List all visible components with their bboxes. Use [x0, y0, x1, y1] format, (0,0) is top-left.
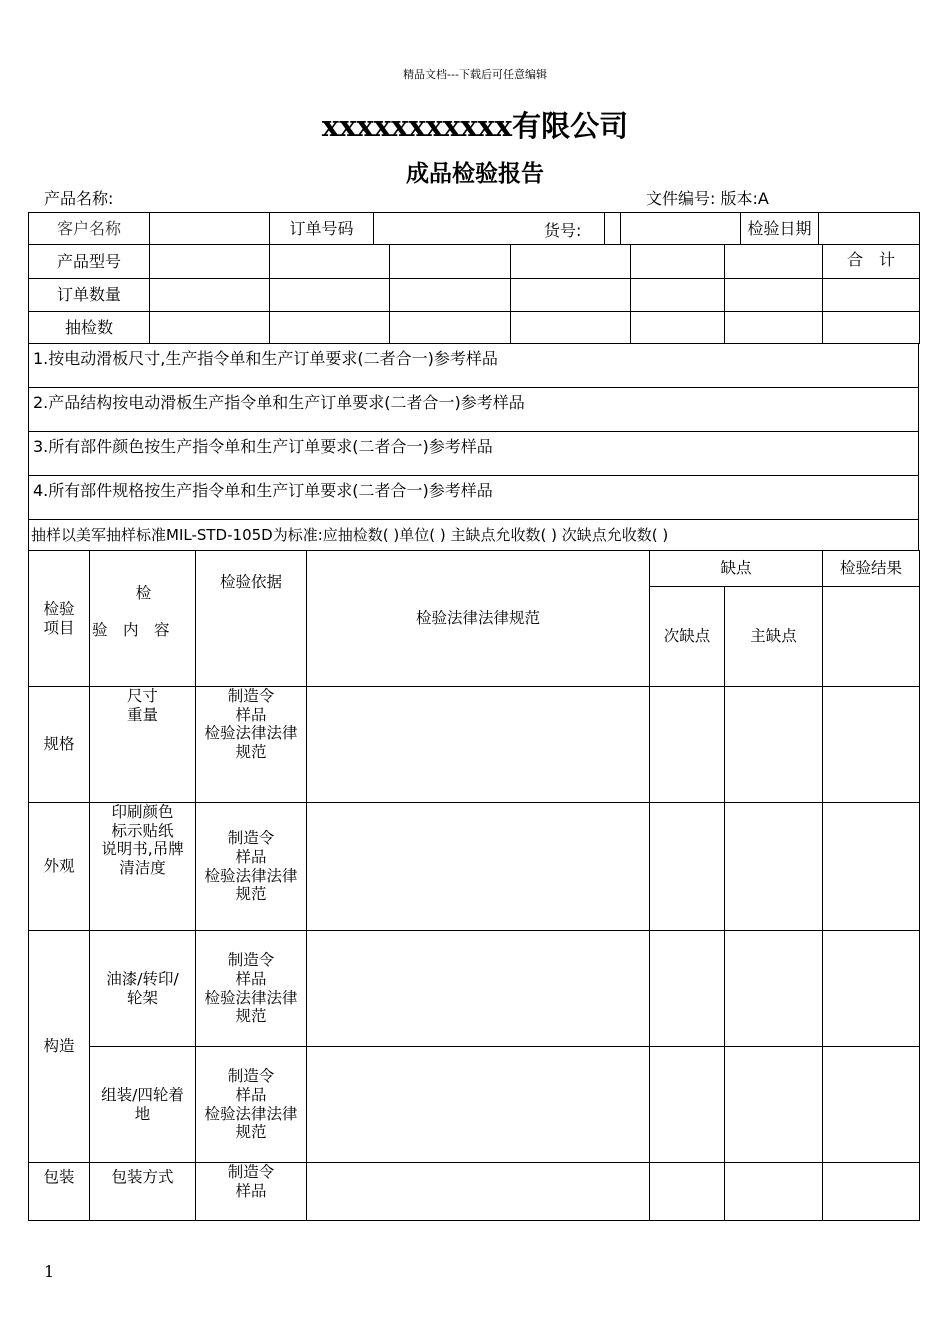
minor-packaging[interactable]: [650, 1163, 725, 1221]
inspection-date-field[interactable]: [819, 213, 920, 245]
requirement-1: 1.按电动滑板尺寸,生产指令单和生产订单要求(二者合一)参考样品: [29, 344, 919, 388]
minor-structure-assembly[interactable]: [650, 1047, 725, 1163]
result-structure-paint[interactable]: [823, 931, 920, 1047]
order-qty-cell-6[interactable]: [725, 279, 823, 312]
content-packaging: 包装方式: [90, 1163, 196, 1221]
product-model-cell-6[interactable]: [725, 245, 823, 279]
result-appearance[interactable]: [823, 803, 920, 931]
regulation-structure-assembly[interactable]: [307, 1047, 650, 1163]
minor-structure-paint[interactable]: [650, 931, 725, 1047]
requirement-3: 3.所有部件颜色按生产指令单和生产订单要求(二者合一)参考样品: [29, 432, 919, 476]
item-no-label-text: 货号:: [544, 221, 582, 240]
sample-qty-cell-3[interactable]: [390, 312, 511, 344]
regulation-spec[interactable]: [307, 687, 650, 803]
product-model-cell-4[interactable]: [511, 245, 631, 279]
content-structure-paint: 油漆/转印/ 轮架: [90, 931, 196, 1047]
total-label: 合 计: [823, 245, 920, 279]
sample-qty-total[interactable]: [823, 312, 920, 344]
col-header-result: 检验结果: [823, 551, 920, 587]
col-header-regulation: 检验法律法律规范: [307, 551, 650, 687]
requirements-table: [28, 343, 919, 551]
basis-structure-assembly: 制造令 样品 检验法律法律 规范: [196, 1047, 307, 1163]
result-spec[interactable]: [823, 687, 920, 803]
content-structure-assembly: 组装/四轮着 地: [90, 1047, 196, 1163]
regulation-packaging[interactable]: [307, 1163, 650, 1221]
sample-qty-label: 抽检数: [29, 312, 150, 344]
item-no-label: [605, 213, 621, 245]
major-packaging[interactable]: [725, 1163, 823, 1221]
major-appearance[interactable]: [725, 803, 823, 931]
item-packaging: 包装: [29, 1163, 90, 1221]
product-model-label: 产品型号: [29, 245, 150, 279]
regulation-appearance[interactable]: [307, 803, 650, 931]
sample-qty-cell-1[interactable]: [150, 312, 270, 344]
item-structure: 构造: [29, 931, 90, 1163]
item-no-field[interactable]: [621, 213, 741, 245]
sample-qty-cell-6[interactable]: [725, 312, 823, 344]
order-no-label: 订单号码: [270, 213, 374, 245]
col-header-item: 检验 项目: [29, 551, 90, 687]
item-appearance: 外观: [29, 803, 90, 931]
regulation-structure-paint[interactable]: [307, 931, 650, 1047]
col-header-defect: 缺点: [650, 551, 823, 587]
basis-appearance: 制造令 样品 检验法律法律 规范: [196, 803, 307, 931]
watermark-text: 精品文档---下载后可任意编辑: [403, 68, 547, 81]
sample-qty-cell-5[interactable]: [631, 312, 725, 344]
content-spec: 尺寸 重量: [90, 687, 196, 803]
product-model-cell-1[interactable]: [150, 245, 270, 279]
col-header-major: 主缺点: [725, 587, 823, 687]
major-structure-paint[interactable]: [725, 931, 823, 1047]
order-qty-label: 订单数量: [29, 279, 150, 312]
basis-spec: 制造令 样品 检验法律法律 规范: [196, 687, 307, 803]
inspection-date-label: 检验日期: [741, 213, 819, 245]
order-qty-cell-5[interactable]: [631, 279, 725, 312]
sample-qty-cell-2[interactable]: [270, 312, 390, 344]
result-header-blank[interactable]: [823, 587, 920, 687]
content-appearance: 印刷颜色 标示贴纸 说明书,吊牌 清洁度: [90, 803, 196, 931]
sample-qty-cell-4[interactable]: [511, 312, 631, 344]
basis-structure-paint: 制造令 样品 检验法律法律 规范: [196, 931, 307, 1047]
inspection-table: [28, 550, 920, 1221]
requirement-2: 2.产品结构按电动滑板生产指令单和生产订单要求(二者合一)参考样品: [29, 388, 919, 432]
major-structure-assembly[interactable]: [725, 1047, 823, 1163]
result-packaging[interactable]: [823, 1163, 920, 1221]
order-qty-cell-1[interactable]: [150, 279, 270, 312]
minor-spec[interactable]: [650, 687, 725, 803]
page-number: 1: [44, 1262, 55, 1281]
minor-appearance[interactable]: [650, 803, 725, 931]
order-qty-cell-2[interactable]: [270, 279, 390, 312]
report-title: 成品检验报告: [406, 161, 544, 187]
sampling-standard: 抽样以美军抽样标准MIL-STD-105D为标准:应抽检数( )单位( ) 主缺点允收数( ) 次缺点允收数( ): [29, 520, 919, 551]
customer-name-label: 客户名称: [29, 213, 150, 245]
order-qty-total[interactable]: [823, 279, 920, 312]
file-number-label: 文件编号: 版本:A: [646, 189, 769, 208]
product-model-cell-5[interactable]: [631, 245, 725, 279]
order-info-table: [28, 212, 920, 245]
order-qty-cell-4[interactable]: [511, 279, 631, 312]
product-model-cell-2[interactable]: [270, 245, 390, 279]
col-header-basis: 检验依据: [196, 551, 307, 687]
order-qty-cell-3[interactable]: [390, 279, 511, 312]
product-qty-table: [28, 244, 920, 344]
item-spec: 规格: [29, 687, 90, 803]
basis-packaging: 制造令 样品: [196, 1163, 307, 1221]
col-header-minor: 次缺点: [650, 587, 725, 687]
product-name-label: 产品名称:: [44, 189, 114, 208]
col-header-content: 检 验 内 容: [90, 551, 196, 687]
result-structure-assembly[interactable]: [823, 1047, 920, 1163]
major-spec[interactable]: [725, 687, 823, 803]
customer-name-field[interactable]: [150, 213, 270, 245]
requirement-4: 4.所有部件规格按生产指令单和生产订单要求(二者合一)参考样品: [29, 476, 919, 520]
company-name: xxxxxxxxxxx有限公司: [321, 109, 629, 143]
product-model-cell-3[interactable]: [390, 245, 511, 279]
